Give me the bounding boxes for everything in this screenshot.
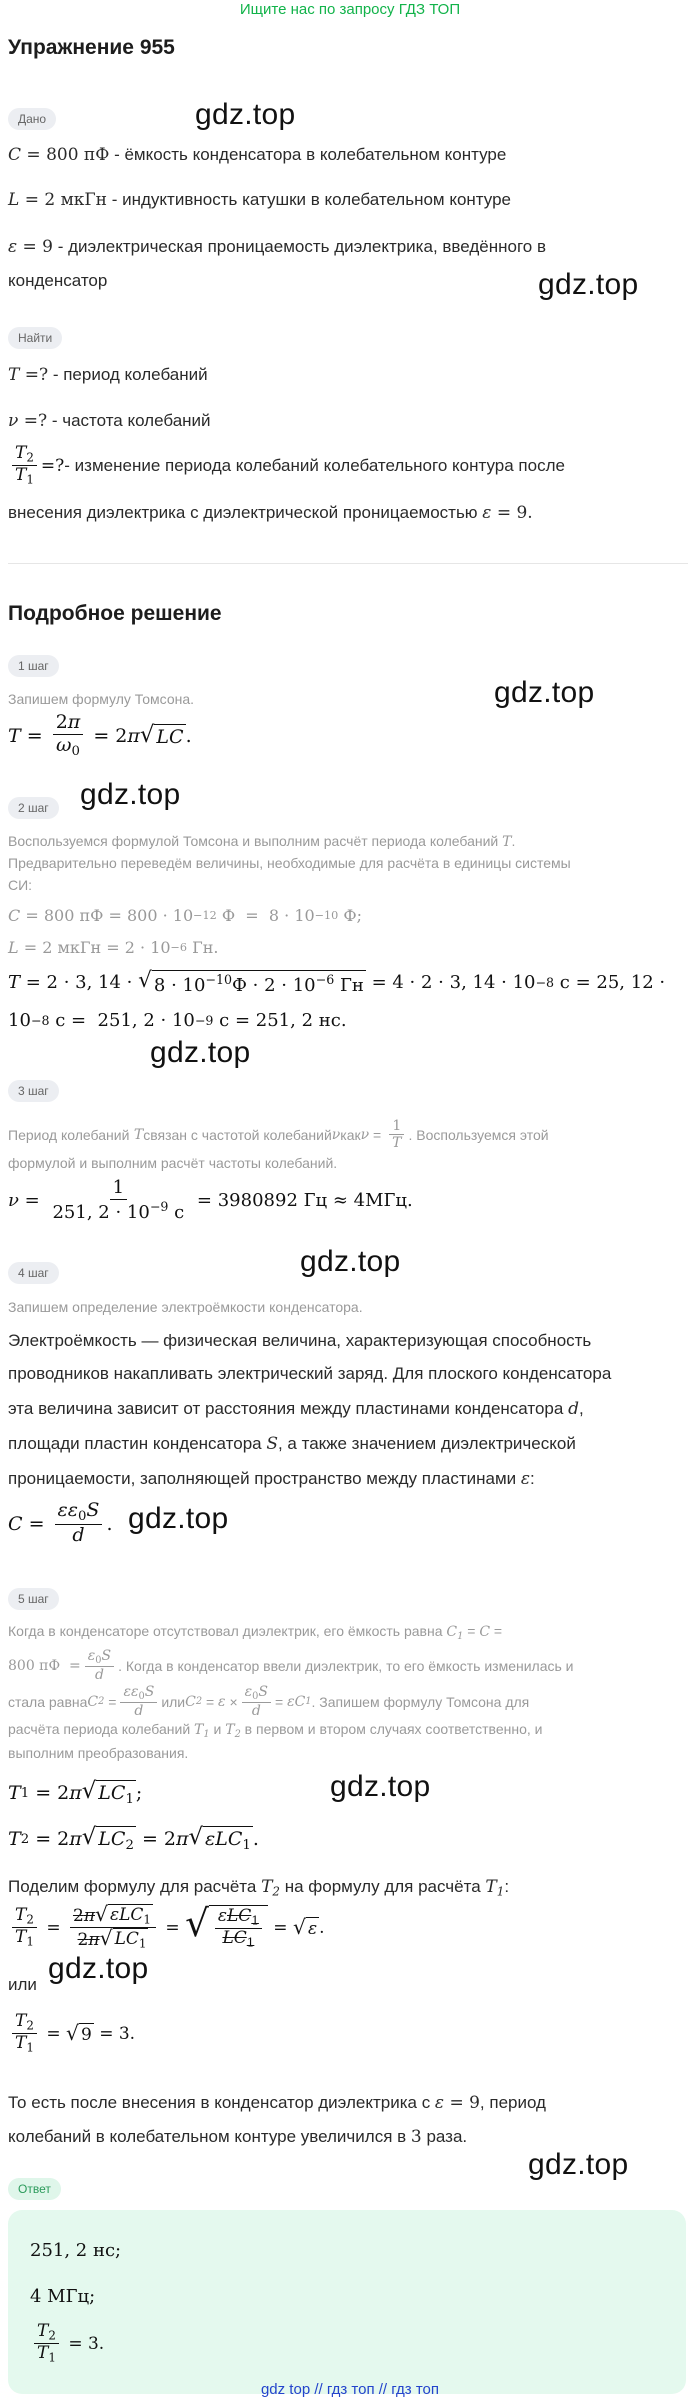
step1-text: Запишем формулу Томсона.	[8, 691, 195, 707]
or-text: или	[8, 1975, 37, 1994]
t2-formula: T 2 = 2 π √ $LC_2$ = 2 π √ εLC$_1$ .	[8, 1824, 259, 1853]
l-conversion: L = 2 мкГн = 2 · 10 −6 Гн.	[8, 938, 219, 957]
find-t: T =? - период колебаний	[8, 365, 208, 385]
given-eps: ε = 9 - диэлектрическая проницаемость диэлектрика, введённого в	[8, 237, 546, 257]
watermark: gdz.top	[150, 1036, 251, 1069]
step1-chip: 1 шаг	[8, 655, 59, 677]
step3-text1: Период колебаний T связан с частотой колебаний ν как ν = $\frac{1}{T}$ . Воспользуемся этой	[8, 1118, 549, 1152]
page-title: Упражнение 955	[8, 36, 175, 59]
divide-text: Поделим формулу для расчёта $T_2$ на формулу для расчёта $T_1$:	[8, 1877, 510, 1899]
step3-text2: формулой и выполним расчёт частоты колебаний.	[8, 1155, 338, 1171]
find-ratio-cont: внесения диэлектрика с диэлектрической проницаемостью ε = 9.	[8, 503, 533, 523]
watermark: gdz.top	[300, 1245, 401, 1278]
step3-chip: 3 шаг	[8, 1080, 59, 1102]
find-ratio: $\frac{T_2}{T_1}$ =? - изменение периода колебаний колебательного контура после	[8, 444, 565, 488]
watermark: gdz.top	[195, 98, 296, 131]
answer-chip: Ответ	[8, 2178, 61, 2200]
step5-t3: стала равна C 2 = $\frac{\varepsilon\varepsilon_0S}{d}$ или C 2 = ε × $\frac{\varepsilon_0S}{d}$ = εC 1 . Запишем формулу Томсона для	[8, 1684, 530, 1720]
step4-p5: проницаемости, заполняющей пространство между пластинами ε:	[8, 1469, 535, 1489]
step4-p3: эта величина зависит от расстояния между пластинами конденсатора d,	[8, 1399, 584, 1419]
frequency-calc: ν = $\frac{1}{251, 2 \cdot 10^{-9} с}$ = 3980892 Гц ≈ 4МГц.	[8, 1177, 413, 1223]
watermark: gdz.top	[48, 1952, 149, 1985]
find-chip: Найти	[8, 327, 62, 349]
bottom-links[interactable]: gdz top // гдз топ // гдз топ	[260, 2381, 440, 2398]
watermark: gdz.top	[528, 2148, 629, 2181]
watermark: gdz.top	[494, 676, 595, 709]
step5-t1: Когда в конденсаторе отсутствовал диэлектрик, его ёмкость равна $C_1 = C$ =	[8, 1623, 503, 1642]
step2-text1: Воспользуемся формулой Томсона и выполним расчёт периода колебаний T.	[8, 833, 516, 850]
capacitance-formula: C = $\frac{\varepsilon\varepsilon_0S}{d}$ .	[8, 1499, 113, 1547]
step2-text3: СИ:	[8, 877, 33, 893]
answer-box	[8, 2210, 686, 2394]
solution-heading: Подробное решение	[8, 602, 222, 625]
watermark: gdz.top	[128, 1502, 229, 1535]
given-chip: Дано	[8, 108, 56, 130]
period-calc-1: T = 2 · 3, 14 · √ $8 \cdot 10^{-10}Ф \cdot 2 \cdot 10^{-6}$ Гн = 4 · 2 · 3, 14 · 10 −8 с = 25, 12 ·	[8, 968, 666, 996]
top-search-hint[interactable]: Ищите нас по запросу ГДЗ ТОП	[239, 1, 461, 18]
given-eps-cont: конденсатор	[8, 271, 108, 290]
step4-chip: 4 шаг	[8, 1262, 59, 1284]
thomson-formula: T = $\frac{2\pi}{\omega_0}$ = 2 π √ LC .	[8, 711, 192, 759]
step4-p1: Электроёмкость — физическая величина, характеризующая способность	[8, 1331, 592, 1350]
watermark: gdz.top	[330, 1770, 431, 1803]
given-l: L = 2 мкГн - индуктивность катушки в колебательном контуре	[8, 190, 511, 210]
t1-formula: T 1 = 2 π √ $LC_1$ ;	[8, 1778, 143, 1807]
c-conversion: C = 800 пФ = 800 · 10 −12 Ф = 8 · 10 −10 Ф;	[8, 906, 363, 925]
watermark: gdz.top	[538, 268, 639, 301]
watermark: gdz.top	[80, 778, 181, 811]
answer-1: 251, 2 нс;	[30, 2240, 122, 2261]
divider	[8, 563, 688, 564]
conclusion-1: То есть после внесения в конденсатор диэлектрика с ε = 9, период	[8, 2093, 546, 2113]
step4-text: Запишем определение электроёмкости конденсатора.	[8, 1299, 363, 1315]
answer-3: $\frac{T_2}{T_1}$ = 3.	[30, 2322, 104, 2366]
ratio-derivation: $\frac{T_2}{T_1}$ = 2π √ εLC$_1$ 2π √ $LC_1$ = √ $\frac{\varepsilon LC_1}{LC_1}$ = √ ε .	[8, 1904, 324, 1952]
step5-chip: 5 шаг	[8, 1588, 59, 1610]
step5-t2: 800 пФ = $\frac{\varepsilon_0S}{d}$ . Когда в конденсатор ввели диэлектрик, то его ёмкость изменилась и	[8, 1648, 574, 1684]
step2-text2: Предварительно переведём величины, необходимые для расчёта в единицы системы	[8, 855, 571, 871]
step4-p4: площади пластин конденсатора S, а также значением диэлектрической	[8, 1434, 576, 1454]
step5-t4: расчёта периода колебаний $T_1$ и $T_2$ в первом и втором случаях соответственно, и	[8, 1721, 543, 1740]
period-calc-2: 10 −8 с = 251, 2 · 10 −9 с = 251, 2 нс.	[8, 1010, 347, 1031]
given-c: C = 800 пФ - ёмкость конденсатора в колебательном контуре	[8, 145, 507, 165]
answer-2: 4 МГц;	[30, 2286, 96, 2307]
find-nu: ν =? - частота колебаний	[8, 411, 211, 431]
step2-chip: 2 шаг	[8, 797, 59, 819]
conclusion-2: колебаний в колебательном контуре увеличился в 3 раза.	[8, 2127, 468, 2147]
step5-t5: выполним преобразования.	[8, 1745, 189, 1761]
ratio-result: $\frac{T_2}{T_1}$ = √ 9 = 3.	[8, 2012, 135, 2056]
step4-p2: проводников накапливать электрический заряд. Для плоского конденсатора	[8, 1364, 612, 1383]
